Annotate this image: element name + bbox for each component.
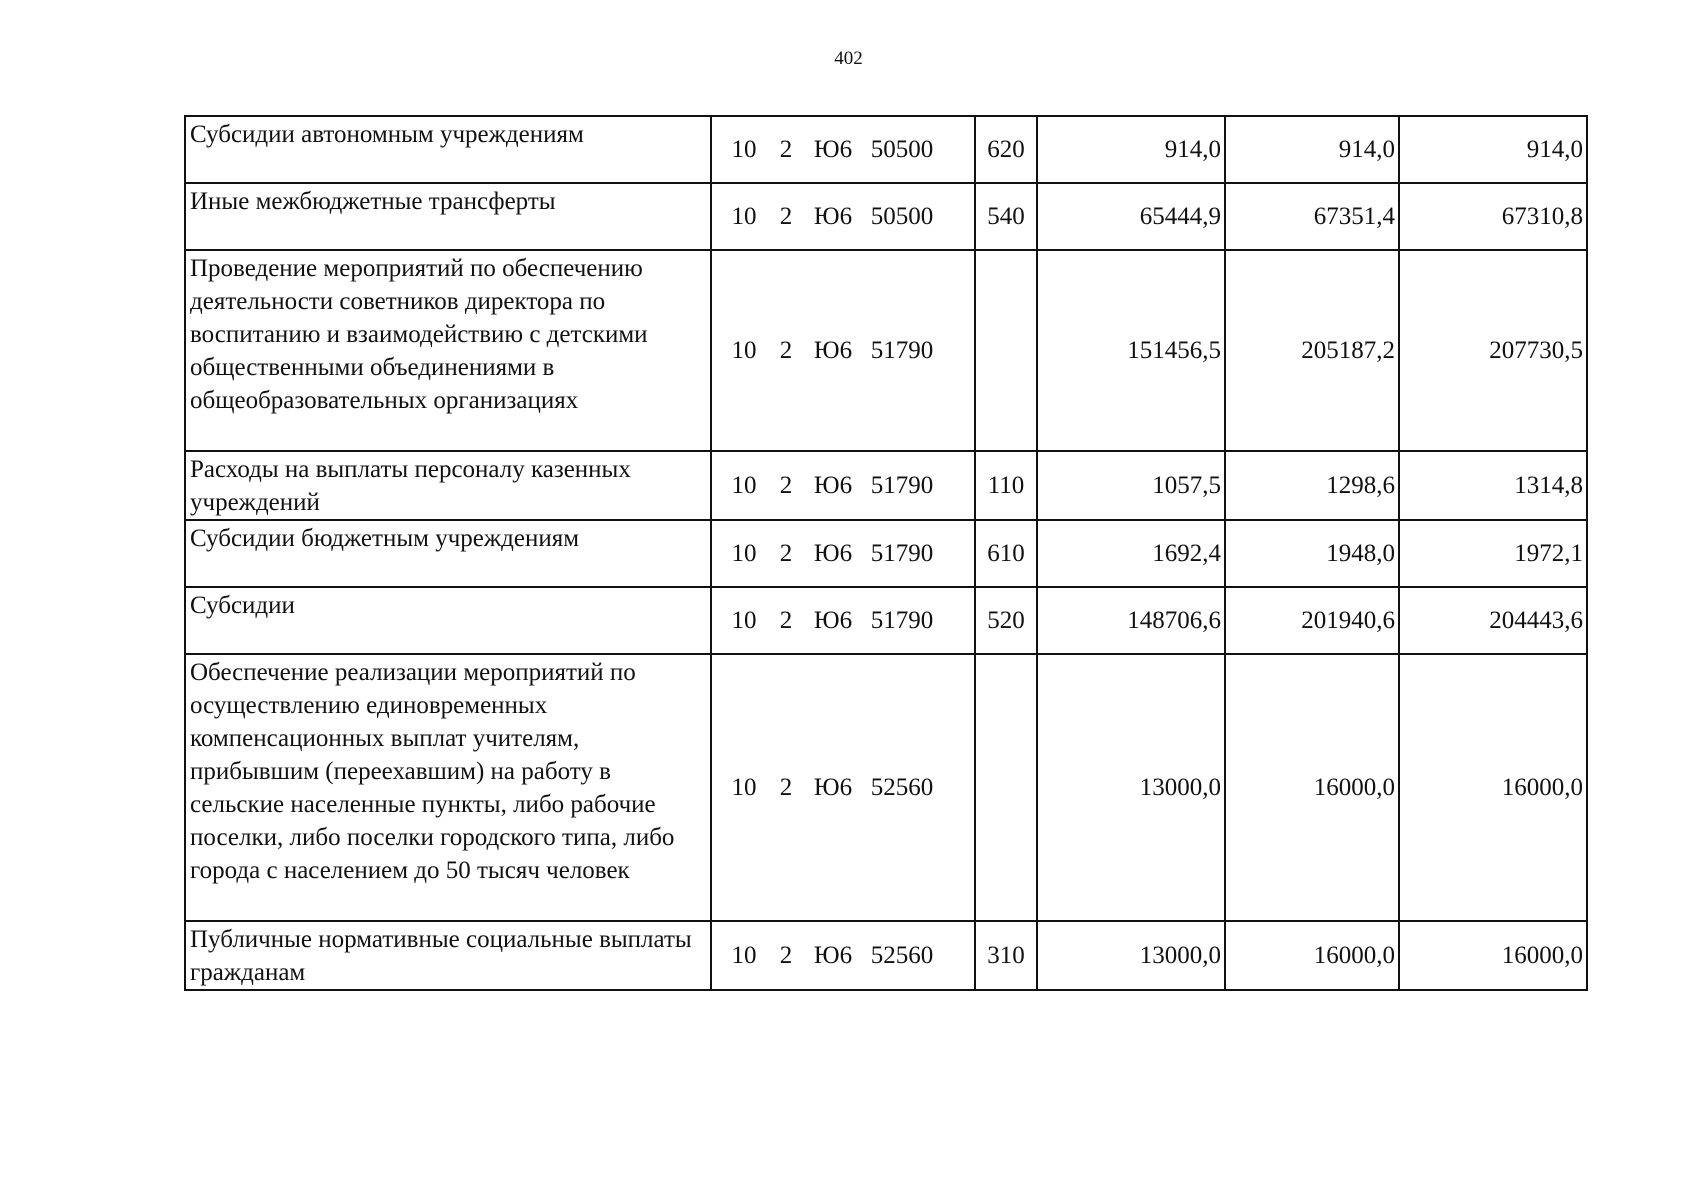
direction-code: 51790 xyxy=(870,607,934,634)
section-code: 10 xyxy=(731,942,757,969)
program-code: Ю6 xyxy=(813,136,853,163)
amount-year-1: 65444,9 xyxy=(1037,183,1225,250)
expense-type-code: 110 xyxy=(975,451,1037,520)
subsection-code: 2 xyxy=(779,540,793,567)
expense-type-code: 610 xyxy=(975,520,1037,587)
amount-year-2: 1948,0 xyxy=(1225,520,1399,587)
amount-year-2: 201940,6 xyxy=(1225,587,1399,654)
amount-year-2: 67351,4 xyxy=(1225,183,1399,250)
section-code: 10 xyxy=(731,472,757,499)
direction-code: 51790 xyxy=(870,472,934,499)
program-code: Ю6 xyxy=(813,540,853,567)
amount-year-2: 914,0 xyxy=(1225,116,1399,183)
row-name: Иные межбюджетные трансферты xyxy=(185,183,711,250)
subsection-code: 2 xyxy=(779,203,793,230)
amount-year-3: 914,0 xyxy=(1399,116,1587,183)
section-code: 10 xyxy=(731,607,757,634)
row-codes xyxy=(711,183,975,250)
section-code: 10 xyxy=(731,136,757,163)
program-code: Ю6 xyxy=(813,942,853,969)
amount-year-1: 13000,0 xyxy=(1037,921,1225,990)
subsection-code: 2 xyxy=(779,136,793,163)
amount-year-3: 16000,0 xyxy=(1399,654,1587,921)
expense-type-code: 310 xyxy=(975,921,1037,990)
row-codes xyxy=(711,921,975,990)
row-codes xyxy=(711,250,975,451)
amount-year-3: 67310,8 xyxy=(1399,183,1587,250)
table-row xyxy=(185,654,1587,921)
row-name: Обеспечение реализации мероприятий по осуществлению единовременных компенсационных выплат учителям, прибывшим (переехавшим) на работу в сельские населенные пункты, либо рабочие поселки, либо поселки городского типа, либо города с населением до 50 тысяч человек xyxy=(185,654,711,921)
subsection-code: 2 xyxy=(779,472,793,499)
budget-table xyxy=(184,115,1588,991)
expense-type-code: 540 xyxy=(975,183,1037,250)
amount-year-2: 1298,6 xyxy=(1225,451,1399,520)
amount-year-3: 16000,0 xyxy=(1399,921,1587,990)
amount-year-3: 1314,8 xyxy=(1399,451,1587,520)
expense-type-code xyxy=(975,250,1037,451)
amount-year-3: 1972,1 xyxy=(1399,520,1587,587)
section-code: 10 xyxy=(731,540,757,567)
amount-year-1: 914,0 xyxy=(1037,116,1225,183)
program-code: Ю6 xyxy=(813,607,853,634)
row-codes xyxy=(711,116,975,183)
amount-year-3: 204443,6 xyxy=(1399,587,1587,654)
table-row xyxy=(185,587,1587,654)
row-name: Субсидии автономным учреждениям xyxy=(185,116,711,183)
amount-year-1: 151456,5 xyxy=(1037,250,1225,451)
row-name: Субсидии xyxy=(185,587,711,654)
direction-code: 51790 xyxy=(870,337,934,364)
table-row xyxy=(185,250,1587,451)
row-codes xyxy=(711,451,975,520)
amount-year-3: 207730,5 xyxy=(1399,250,1587,451)
program-code: Ю6 xyxy=(813,472,853,499)
amount-year-2: 16000,0 xyxy=(1225,921,1399,990)
page-number: 402 xyxy=(834,48,863,69)
row-name: Субсидии бюджетным учреждениям xyxy=(185,520,711,587)
table-row xyxy=(185,921,1587,990)
expense-type-code xyxy=(975,654,1037,921)
table-row xyxy=(185,520,1587,587)
expense-type-code: 620 xyxy=(975,116,1037,183)
section-code: 10 xyxy=(731,337,757,364)
row-codes xyxy=(711,587,975,654)
section-code: 10 xyxy=(731,203,757,230)
subsection-code: 2 xyxy=(779,337,793,364)
subsection-code: 2 xyxy=(779,774,793,801)
amount-year-1: 148706,6 xyxy=(1037,587,1225,654)
amount-year-2: 205187,2 xyxy=(1225,250,1399,451)
amount-year-1: 13000,0 xyxy=(1037,654,1225,921)
expense-type-code: 520 xyxy=(975,587,1037,654)
row-name: Публичные нормативные социальные выплаты гражданам xyxy=(185,921,711,990)
program-code: Ю6 xyxy=(813,774,853,801)
row-codes xyxy=(711,520,975,587)
direction-code: 50500 xyxy=(870,136,934,163)
amount-year-1: 1692,4 xyxy=(1037,520,1225,587)
row-name: Проведение мероприятий по обеспечению деятельности советников директора по воспитанию и взаимодействию с детскими общественными объединениями в общеобразовательных организациях xyxy=(185,250,711,451)
subsection-code: 2 xyxy=(779,942,793,969)
row-name: Расходы на выплаты персоналу казенных учреждений xyxy=(185,451,711,520)
amount-year-2: 16000,0 xyxy=(1225,654,1399,921)
direction-code: 51790 xyxy=(870,540,934,567)
table-row xyxy=(185,116,1587,183)
table-row xyxy=(185,183,1587,250)
direction-code: 50500 xyxy=(870,203,934,230)
direction-code: 52560 xyxy=(870,942,934,969)
direction-code: 52560 xyxy=(870,774,934,801)
row-codes xyxy=(711,654,975,921)
program-code: Ю6 xyxy=(813,337,853,364)
table-row xyxy=(185,451,1587,520)
program-code: Ю6 xyxy=(813,203,853,230)
section-code: 10 xyxy=(731,774,757,801)
amount-year-1: 1057,5 xyxy=(1037,451,1225,520)
subsection-code: 2 xyxy=(779,607,793,634)
